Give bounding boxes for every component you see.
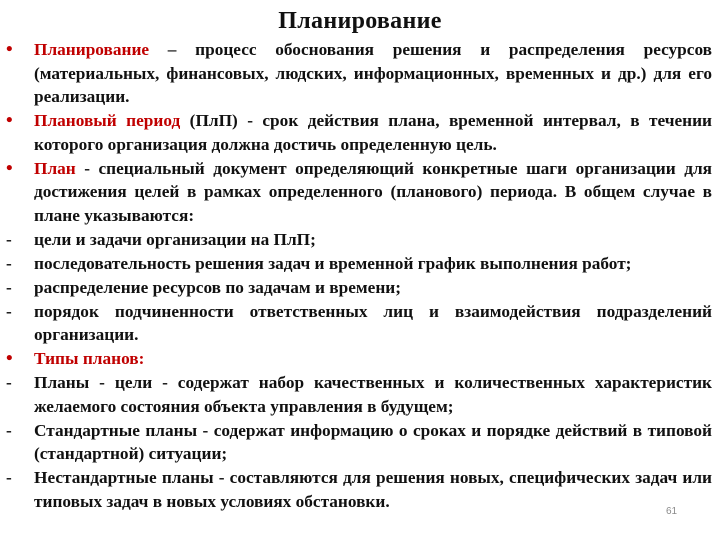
dash-item-text: последовательность решения задач и временной график выполнения работ; xyxy=(34,253,632,273)
bullet-item-planning xyxy=(0,38,712,109)
bullet-item-planning-period xyxy=(0,109,712,156)
term-label: Планирование xyxy=(34,40,150,59)
dash-marker: - xyxy=(6,277,12,297)
definition-text: - специальный документ определяющий конкретные шаги организации для достижения целей в рамках определенного (планового) периода. В общем случае в плане указываются: xyxy=(34,158,712,225)
dash-marker: - xyxy=(6,229,12,249)
slide-content xyxy=(0,38,712,514)
dash-item-text: Стандартные планы - содержат информацию о сроках и порядке действий в типовой (стандартной) ситуации; xyxy=(34,420,712,463)
bullet-body xyxy=(34,38,712,109)
definition-text: – процесс обоснования решения и распределения ресурсов (материальных, финансовых, людских, информационных, временных и др.) для его реализации. xyxy=(34,40,712,106)
bullet-item-plan-types xyxy=(0,347,712,371)
dash-marker: - xyxy=(6,420,12,440)
dash-item-text: порядок подчиненности ответственных лиц и взаимодействия подразделений организации. xyxy=(34,301,712,344)
term-label: План xyxy=(34,158,76,178)
dash-marker: - xyxy=(6,468,12,487)
dash-item-goals xyxy=(0,228,712,252)
definition-text: (ПлП) - срок действия плана, временной интервал, в течении которого организация должна достичь определенную цель. xyxy=(34,111,712,154)
bullet-marker: • xyxy=(6,157,13,179)
bullet-body xyxy=(34,157,712,228)
dash-item-nonstandard-plans xyxy=(0,466,712,513)
bullet-marker: • xyxy=(6,39,13,60)
dash-marker: - xyxy=(6,301,12,321)
bullet-marker: • xyxy=(6,110,13,131)
page-number: 61 xyxy=(666,506,678,517)
dash-item-goal-plans xyxy=(0,371,712,418)
dash-item-sequence xyxy=(0,252,712,276)
dash-marker: - xyxy=(6,373,12,392)
dash-item-text: Планы - цели - содержат набор качественных и количественных характеристик желаемого состояния объекта управления в будущем; xyxy=(34,373,712,416)
slide-title: Планирование xyxy=(278,8,442,34)
bullet-body xyxy=(34,109,712,156)
term-label: Типы планов: xyxy=(34,349,145,368)
dash-item-text: распределение ресурсов по задачам и времени; xyxy=(34,277,402,297)
bullet-item-plan xyxy=(0,157,712,228)
dash-item-text: Нестандартные планы - составляются для решения новых, специфических задач или типовых задач в новых условиях обстановки. xyxy=(34,468,712,511)
bullet-body xyxy=(34,347,712,371)
dash-item-standard-plans xyxy=(0,419,712,466)
dash-item-text: цели и задачи организации на ПлП; xyxy=(34,229,316,249)
dash-item-resources xyxy=(0,276,712,300)
term-label: Плановый период xyxy=(34,111,181,130)
bullet-marker: • xyxy=(6,348,13,369)
dash-item-subordination xyxy=(0,300,712,347)
dash-marker: - xyxy=(6,253,12,273)
